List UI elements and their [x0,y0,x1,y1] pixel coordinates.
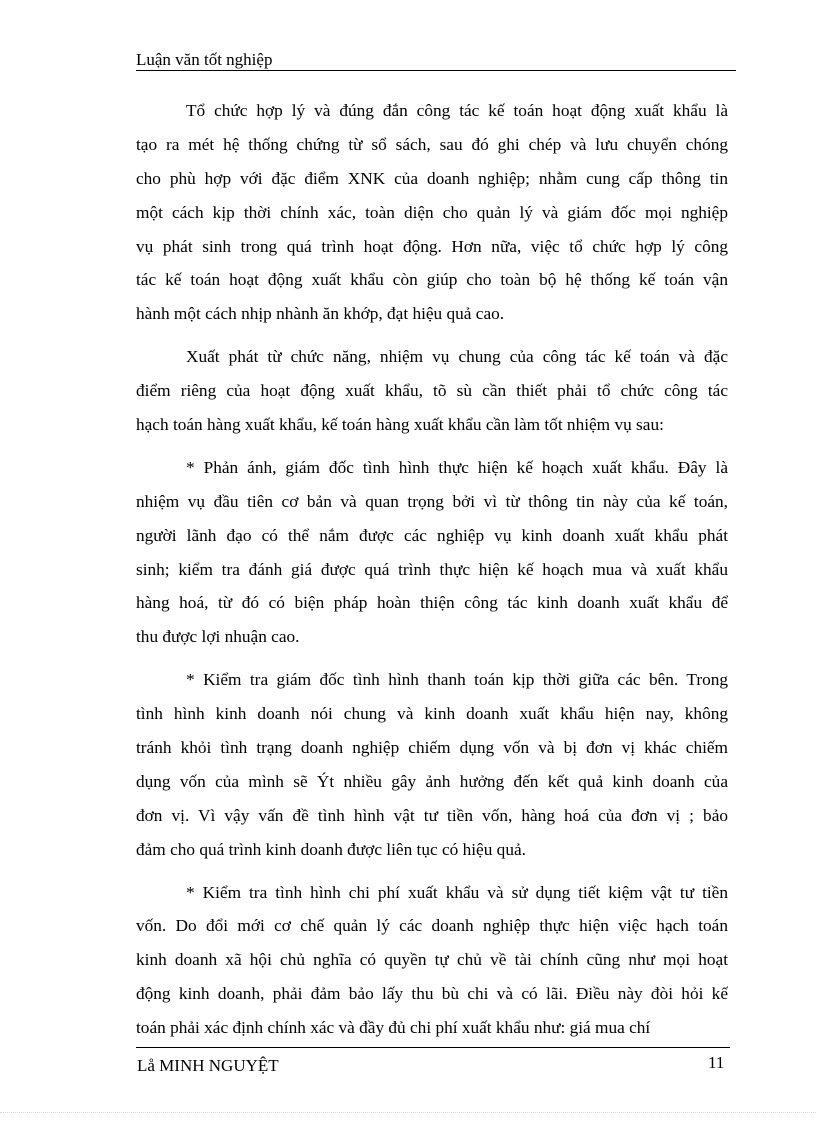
paragraph-task-3 [136,876,728,1045]
text-line: kinh doanh xã hội chủ nghĩa có quyền tự chủ về tài chính cũng như mọi hoạt [136,950,728,970]
text-line: * Kiểm tra giám đốc tình hình thanh toán kịp thời giữa các bên. Trong [186,670,728,690]
text-line: thu được lợi nhuận cao. [136,627,300,647]
text-line: dụng vốn của mình sẽ Ýt nhiều gây ảnh hưởng đến kết quả kinh doanh của [136,771,728,791]
header-title: Luận văn tốt nghiệp [136,50,273,69]
text-line: một cách kịp thời chính xác, toàn diện cho quản lý và giám đốc mọi nghiệp [136,202,728,222]
text-line: tránh khỏi tình trạng doanh nghiệp chiếm dụng vốn và bị đơn vị khác chiếm [136,738,728,758]
page-header [136,50,736,71]
text-line: hành một cách nhịp nhành ăn khớp, đạt hiệu quả cao. [136,304,505,324]
paragraph-intro [136,94,728,331]
text-line: đảm cho quá trình kinh doanh được liên tục có hiệu quả. [136,839,526,859]
text-line: * Phản ánh, giám đốc tình hình thực hiện kế hoạch xuất khẩu. Đây là [186,457,728,477]
text-line: đơn vị. Vì vậy vấn đề tình hình vật tư tiền vốn, hàng hoá của đơn vị ; bảo [136,805,728,825]
text-line: tạo ra mét hệ thống chứng từ sổ sách, sau đó ghi chép và lưu chuyển chóng [136,134,728,154]
text-line: điểm riêng của hoạt động xuất khẩu, tõ sù cần thiết phải tổ chức công tác [136,381,728,401]
text-line: tác kế toán hoạt động xuất khẩu còn giúp cho toàn bộ hệ thống kế toán vận [136,270,728,290]
paragraph-task-2 [136,663,728,866]
text-line: tình hình kinh doanh nói chung và kinh doanh xuất khẩu hiện nay, không [136,704,728,724]
text-line: người lãnh đạo có thể nắm được các nghiệp vụ kinh doanh xuất khẩu phát [136,525,728,545]
page-number: 11 [708,1053,725,1072]
text-line: động kinh doanh, phải đảm bảo lấy thu bù chi và có lãi. Điều này đòi hỏi kế [136,984,728,1004]
footer-divider [136,1047,730,1048]
text-line: cho phù hợp với đặc điểm XNK của doanh nghiệp; nhằm cung cấp thông tin [136,168,728,188]
text-line: vụ phát sinh trong quá trình hoạt động. Hơn nữa, việc tổ chức hợp lý công [136,236,728,256]
page-edge-divider [0,1112,816,1113]
text-line: hàng hoá, từ đó có biện pháp hoàn thiện công tác kinh doanh xuất khẩu để [136,593,728,613]
footer-author: Lå MINH NGUYỆT [137,1056,279,1075]
text-line: sinh; kiểm tra đánh giá được quá trình thực hiện kế hoạch mua và xuất khẩu [136,559,728,579]
text-line: Xuất phát từ chức năng, nhiệm vụ chung của công tác kế toán và đặc [186,347,728,367]
text-line: vốn. Do đổi mới cơ chế quản lý các doanh nghiệp thực hiện việc hạch toán [136,916,728,936]
text-line: nhiệm vụ đầu tiên cơ bản và quan trọng bởi vì từ thông tin này của kế toán, [136,491,728,511]
document-body [136,94,728,1045]
text-line: toán phải xác định chính xác và đầy đủ chi phí xuất khẩu như: giá mua chí [136,1018,651,1038]
text-line: Tổ chức hợp lý và đúng đắn công tác kế toán hoạt động xuất khẩu là [186,101,728,120]
text-line: hạch toán hàng xuất khẩu, kế toán hàng xuất khẩu cần làm tốt nhiệm vụ sau: [136,415,664,435]
paragraph-task-1 [136,451,728,654]
paragraph-purpose [136,340,728,442]
text-line: * Kiểm tra tình hình chi phí xuất khẩu và sử dụng tiết kiệm vật tư tiền [186,882,728,902]
